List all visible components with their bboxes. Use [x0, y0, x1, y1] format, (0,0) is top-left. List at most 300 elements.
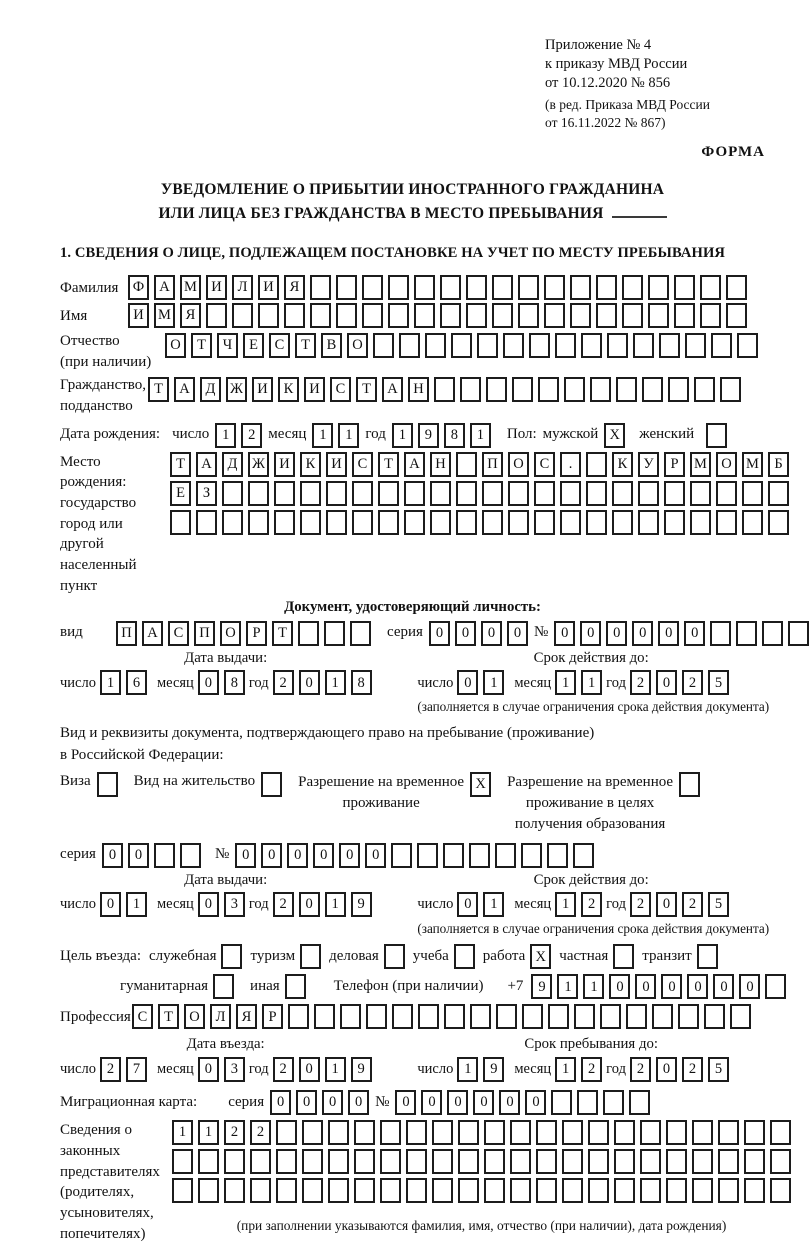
char-box[interactable]: Т — [148, 377, 169, 402]
char-box[interactable] — [440, 275, 461, 300]
char-box[interactable]: А — [196, 452, 217, 477]
char-box[interactable]: 0 — [198, 1057, 219, 1082]
char-box[interactable] — [692, 1149, 713, 1174]
char-box[interactable] — [350, 621, 371, 646]
char-box[interactable] — [486, 377, 507, 402]
char-box[interactable] — [674, 275, 695, 300]
char-box[interactable] — [224, 1178, 245, 1203]
char-box[interactable] — [425, 333, 446, 358]
char-box[interactable]: Т — [378, 452, 399, 477]
char-box[interactable] — [414, 303, 435, 328]
char-box[interactable]: Т — [158, 1004, 179, 1029]
char-box[interactable] — [765, 974, 786, 999]
char-box[interactable]: Л — [232, 275, 253, 300]
char-box[interactable]: О — [347, 333, 368, 358]
char-box[interactable]: 2 — [581, 1057, 602, 1082]
char-box[interactable]: 0 — [102, 843, 123, 868]
char-box[interactable] — [406, 1149, 427, 1174]
char-box[interactable] — [522, 1004, 543, 1029]
char-box[interactable]: 0 — [554, 621, 575, 646]
char-box[interactable] — [648, 303, 669, 328]
char-box[interactable] — [458, 1120, 479, 1145]
char-box[interactable] — [326, 481, 347, 506]
char-box[interactable] — [432, 1120, 453, 1145]
char-box[interactable]: 2 — [241, 423, 262, 448]
char-box[interactable]: Ж — [248, 452, 269, 477]
char-box[interactable]: 2 — [682, 1057, 703, 1082]
char-box[interactable]: Т — [356, 377, 377, 402]
char-box[interactable] — [692, 1120, 713, 1145]
char-box[interactable]: 0 — [429, 621, 450, 646]
char-box[interactable] — [762, 621, 783, 646]
char-box[interactable]: 0 — [632, 621, 653, 646]
char-box[interactable]: 1 — [457, 1057, 478, 1082]
char-box[interactable] — [258, 303, 279, 328]
char-box[interactable] — [588, 1149, 609, 1174]
char-box[interactable] — [384, 944, 405, 969]
char-box[interactable] — [198, 1149, 219, 1174]
char-box[interactable]: 1 — [392, 423, 413, 448]
char-box[interactable] — [300, 481, 321, 506]
char-box[interactable] — [300, 510, 321, 535]
char-box[interactable]: О — [165, 333, 186, 358]
char-box[interactable] — [492, 303, 513, 328]
char-box[interactable] — [626, 1004, 647, 1029]
char-box[interactable]: 0 — [261, 843, 282, 868]
char-box[interactable]: 1 — [215, 423, 236, 448]
char-box[interactable] — [612, 481, 633, 506]
char-box[interactable]: Р — [664, 452, 685, 477]
char-box[interactable] — [664, 510, 685, 535]
char-box[interactable]: О — [220, 621, 241, 646]
char-box[interactable]: 0 — [270, 1090, 291, 1115]
char-box[interactable]: 1 — [126, 892, 147, 917]
char-box[interactable] — [581, 333, 602, 358]
char-box[interactable] — [224, 1149, 245, 1174]
char-box[interactable] — [586, 510, 607, 535]
char-box[interactable] — [399, 333, 420, 358]
char-box[interactable]: 0 — [525, 1090, 546, 1115]
char-box[interactable] — [248, 510, 269, 535]
char-box[interactable] — [737, 333, 758, 358]
char-box[interactable] — [648, 275, 669, 300]
char-box[interactable]: 1 — [198, 1120, 219, 1145]
char-box[interactable] — [622, 275, 643, 300]
char-box[interactable] — [328, 1120, 349, 1145]
char-box[interactable] — [560, 510, 581, 535]
char-box[interactable]: 0 — [339, 843, 360, 868]
char-box[interactable]: 0 — [684, 621, 705, 646]
char-box[interactable]: 0 — [395, 1090, 416, 1115]
char-box[interactable] — [248, 481, 269, 506]
char-box[interactable]: 1 — [555, 670, 576, 695]
char-box[interactable]: А — [382, 377, 403, 402]
char-box[interactable] — [354, 1120, 375, 1145]
char-box[interactable] — [640, 1120, 661, 1145]
char-box[interactable]: А — [142, 621, 163, 646]
char-box[interactable]: М — [180, 275, 201, 300]
char-box[interactable]: А — [404, 452, 425, 477]
char-box[interactable] — [586, 481, 607, 506]
char-box[interactable] — [596, 275, 617, 300]
char-box[interactable] — [328, 1178, 349, 1203]
char-box[interactable] — [285, 974, 306, 999]
char-box[interactable]: 0 — [457, 892, 478, 917]
char-box[interactable] — [492, 275, 513, 300]
char-box[interactable] — [730, 1004, 751, 1029]
char-box[interactable] — [302, 1178, 323, 1203]
char-box[interactable]: 0 — [299, 1057, 320, 1082]
char-box[interactable] — [198, 1178, 219, 1203]
char-box[interactable] — [362, 275, 383, 300]
char-box[interactable] — [310, 275, 331, 300]
char-box[interactable]: 0 — [656, 892, 677, 917]
char-box[interactable] — [172, 1149, 193, 1174]
char-box[interactable]: Т — [295, 333, 316, 358]
char-box[interactable] — [726, 275, 747, 300]
char-box[interactable]: . — [560, 452, 581, 477]
char-box[interactable]: 0 — [457, 670, 478, 695]
char-box[interactable]: 2 — [630, 892, 651, 917]
char-box[interactable] — [536, 1178, 557, 1203]
char-box[interactable]: 9 — [418, 423, 439, 448]
char-box[interactable] — [250, 1178, 271, 1203]
char-box[interactable] — [622, 303, 643, 328]
char-box[interactable] — [456, 452, 477, 477]
char-box[interactable] — [600, 1004, 621, 1029]
char-box[interactable]: 0 — [235, 843, 256, 868]
char-box[interactable] — [562, 1178, 583, 1203]
char-box[interactable] — [744, 1149, 765, 1174]
char-box[interactable]: Т — [170, 452, 191, 477]
char-box[interactable] — [484, 1178, 505, 1203]
char-box[interactable]: 0 — [580, 621, 601, 646]
char-box[interactable] — [352, 510, 373, 535]
char-box[interactable]: 0 — [713, 974, 734, 999]
char-box[interactable] — [544, 303, 565, 328]
char-box[interactable] — [697, 944, 718, 969]
char-box[interactable]: 9 — [351, 892, 372, 917]
char-box[interactable]: С — [132, 1004, 153, 1029]
char-box[interactable] — [690, 510, 711, 535]
char-box[interactable]: 0 — [296, 1090, 317, 1115]
char-box[interactable]: А — [174, 377, 195, 402]
char-box[interactable] — [562, 1120, 583, 1145]
char-box[interactable] — [612, 510, 633, 535]
char-box[interactable]: 6 — [126, 670, 147, 695]
char-box[interactable] — [443, 843, 464, 868]
char-box[interactable]: И — [128, 303, 149, 328]
char-box[interactable]: 0 — [198, 892, 219, 917]
char-box[interactable] — [352, 481, 373, 506]
char-box[interactable] — [664, 481, 685, 506]
char-box[interactable] — [451, 333, 472, 358]
char-box[interactable] — [607, 333, 628, 358]
char-box[interactable] — [770, 1149, 791, 1174]
char-box[interactable] — [770, 1178, 791, 1203]
char-box[interactable] — [574, 1004, 595, 1029]
char-box[interactable]: 2 — [273, 670, 294, 695]
char-box[interactable] — [510, 1120, 531, 1145]
char-box[interactable] — [324, 621, 345, 646]
char-box[interactable] — [564, 377, 585, 402]
char-box[interactable]: 0 — [499, 1090, 520, 1115]
char-box[interactable] — [588, 1120, 609, 1145]
char-box[interactable] — [172, 1178, 193, 1203]
char-box[interactable] — [222, 481, 243, 506]
char-box[interactable]: Н — [408, 377, 429, 402]
char-box[interactable] — [310, 303, 331, 328]
char-box[interactable]: 8 — [444, 423, 465, 448]
char-box[interactable] — [633, 333, 654, 358]
char-box[interactable]: 1 — [338, 423, 359, 448]
char-box[interactable]: 0 — [656, 1057, 677, 1082]
char-box[interactable] — [97, 772, 118, 797]
char-box[interactable] — [560, 481, 581, 506]
char-box[interactable] — [640, 1149, 661, 1174]
char-box[interactable] — [510, 1149, 531, 1174]
char-box[interactable] — [529, 333, 550, 358]
char-box[interactable] — [685, 333, 706, 358]
char-box[interactable] — [362, 303, 383, 328]
char-box[interactable]: Е — [243, 333, 264, 358]
char-box[interactable] — [314, 1004, 335, 1029]
char-box[interactable]: У — [638, 452, 659, 477]
char-box[interactable]: 2 — [273, 1057, 294, 1082]
char-box[interactable] — [276, 1149, 297, 1174]
char-box[interactable]: О — [716, 452, 737, 477]
char-box[interactable] — [666, 1178, 687, 1203]
char-box[interactable] — [276, 1178, 297, 1203]
char-box[interactable] — [288, 1004, 309, 1029]
char-box[interactable]: О — [184, 1004, 205, 1029]
char-box[interactable]: 1 — [172, 1120, 193, 1145]
char-box[interactable] — [496, 1004, 517, 1029]
char-box[interactable] — [538, 377, 559, 402]
char-box[interactable]: А — [154, 275, 175, 300]
char-box[interactable]: 2 — [630, 670, 651, 695]
char-box[interactable] — [570, 275, 591, 300]
char-box[interactable] — [454, 944, 475, 969]
char-box[interactable]: К — [300, 452, 321, 477]
char-box[interactable] — [690, 481, 711, 506]
char-box[interactable] — [170, 510, 191, 535]
char-box[interactable] — [378, 481, 399, 506]
char-box[interactable] — [536, 1120, 557, 1145]
char-box[interactable] — [380, 1120, 401, 1145]
char-box[interactable] — [614, 1178, 635, 1203]
char-box[interactable]: 0 — [313, 843, 334, 868]
char-box[interactable] — [460, 377, 481, 402]
char-box[interactable] — [642, 377, 663, 402]
char-box[interactable] — [469, 843, 490, 868]
char-box[interactable] — [495, 843, 516, 868]
char-box[interactable] — [668, 377, 689, 402]
char-box[interactable] — [718, 1120, 739, 1145]
char-box[interactable] — [274, 481, 295, 506]
char-box[interactable] — [704, 1004, 725, 1029]
char-box[interactable] — [666, 1149, 687, 1174]
char-box[interactable]: Л — [210, 1004, 231, 1029]
char-box[interactable] — [666, 1120, 687, 1145]
char-box[interactable] — [521, 843, 542, 868]
char-box[interactable]: Е — [170, 481, 191, 506]
char-box[interactable] — [768, 481, 789, 506]
char-box[interactable]: 0 — [287, 843, 308, 868]
char-box[interactable]: Ч — [217, 333, 238, 358]
char-box[interactable]: 0 — [739, 974, 760, 999]
char-box[interactable] — [458, 1149, 479, 1174]
char-box[interactable]: 2 — [273, 892, 294, 917]
char-box[interactable] — [679, 772, 700, 797]
char-box[interactable] — [284, 303, 305, 328]
char-box[interactable]: 2 — [250, 1120, 271, 1145]
char-box[interactable]: 0 — [365, 843, 386, 868]
char-box[interactable]: И — [274, 452, 295, 477]
char-box[interactable]: 0 — [687, 974, 708, 999]
char-box[interactable] — [432, 1178, 453, 1203]
char-box[interactable] — [596, 303, 617, 328]
char-box[interactable]: 0 — [455, 621, 476, 646]
char-box[interactable] — [562, 1149, 583, 1174]
char-box[interactable]: 0 — [198, 670, 219, 695]
char-box[interactable] — [391, 843, 412, 868]
char-box[interactable]: О — [508, 452, 529, 477]
char-box[interactable]: 0 — [635, 974, 656, 999]
char-box[interactable] — [534, 510, 555, 535]
char-box[interactable] — [196, 510, 217, 535]
char-box[interactable]: 2 — [682, 670, 703, 695]
char-box[interactable]: В — [321, 333, 342, 358]
char-box[interactable] — [484, 1120, 505, 1145]
char-box[interactable]: 0 — [421, 1090, 442, 1115]
char-box[interactable] — [222, 510, 243, 535]
char-box[interactable] — [742, 510, 763, 535]
char-box[interactable]: 1 — [557, 974, 578, 999]
char-box[interactable] — [674, 303, 695, 328]
char-box[interactable] — [336, 303, 357, 328]
char-box[interactable] — [444, 1004, 465, 1029]
char-box[interactable]: 3 — [224, 892, 245, 917]
char-box[interactable]: Я — [284, 275, 305, 300]
char-box[interactable] — [232, 303, 253, 328]
char-box[interactable] — [736, 621, 757, 646]
char-box[interactable] — [430, 510, 451, 535]
char-box[interactable]: 0 — [606, 621, 627, 646]
char-box[interactable]: 2 — [682, 892, 703, 917]
char-box[interactable] — [302, 1149, 323, 1174]
char-box[interactable] — [638, 481, 659, 506]
char-box[interactable]: 5 — [708, 670, 729, 695]
char-box[interactable]: С — [352, 452, 373, 477]
char-box[interactable]: 1 — [312, 423, 333, 448]
char-box[interactable] — [154, 843, 175, 868]
char-box[interactable] — [221, 944, 242, 969]
char-box[interactable] — [508, 481, 529, 506]
char-box[interactable]: 1 — [483, 670, 504, 695]
char-box[interactable] — [404, 481, 425, 506]
char-box[interactable]: 8 — [351, 670, 372, 695]
char-box[interactable]: 0 — [348, 1090, 369, 1115]
char-box[interactable]: М — [690, 452, 711, 477]
char-box[interactable] — [726, 303, 747, 328]
char-box[interactable] — [788, 621, 809, 646]
char-box[interactable]: 1 — [483, 892, 504, 917]
char-box[interactable] — [547, 843, 568, 868]
char-box[interactable] — [555, 333, 576, 358]
char-box[interactable]: И — [304, 377, 325, 402]
char-box[interactable]: Р — [262, 1004, 283, 1029]
char-box[interactable]: И — [206, 275, 227, 300]
char-box[interactable]: X — [604, 423, 625, 448]
char-box[interactable] — [432, 1149, 453, 1174]
char-box[interactable]: 1 — [555, 1057, 576, 1082]
char-box[interactable]: 0 — [609, 974, 630, 999]
char-box[interactable] — [508, 510, 529, 535]
char-box[interactable] — [336, 275, 357, 300]
char-box[interactable]: 1 — [100, 670, 121, 695]
char-box[interactable]: 0 — [322, 1090, 343, 1115]
char-box[interactable] — [700, 275, 721, 300]
char-box[interactable]: Д — [222, 452, 243, 477]
char-box[interactable] — [298, 621, 319, 646]
char-box[interactable]: 2 — [581, 892, 602, 917]
char-box[interactable] — [548, 1004, 569, 1029]
char-box[interactable] — [434, 377, 455, 402]
char-box[interactable] — [354, 1178, 375, 1203]
char-box[interactable] — [366, 1004, 387, 1029]
char-box[interactable] — [340, 1004, 361, 1029]
char-box[interactable] — [613, 944, 634, 969]
char-box[interactable] — [206, 303, 227, 328]
char-box[interactable] — [536, 1149, 557, 1174]
char-box[interactable] — [302, 1120, 323, 1145]
char-box[interactable] — [629, 1090, 650, 1115]
char-box[interactable]: 0 — [661, 974, 682, 999]
char-box[interactable] — [586, 452, 607, 477]
char-box[interactable] — [213, 974, 234, 999]
char-box[interactable]: 2 — [224, 1120, 245, 1145]
char-box[interactable] — [484, 1149, 505, 1174]
char-box[interactable]: 5 — [708, 892, 729, 917]
char-box[interactable]: 2 — [630, 1057, 651, 1082]
char-box[interactable]: М — [154, 303, 175, 328]
char-box[interactable]: И — [258, 275, 279, 300]
char-box[interactable]: И — [252, 377, 273, 402]
char-box[interactable] — [388, 275, 409, 300]
char-box[interactable]: К — [278, 377, 299, 402]
char-box[interactable] — [720, 377, 741, 402]
char-box[interactable]: 8 — [224, 670, 245, 695]
char-box[interactable] — [518, 303, 539, 328]
char-box[interactable]: 0 — [481, 621, 502, 646]
char-box[interactable]: Д — [200, 377, 221, 402]
char-box[interactable] — [378, 510, 399, 535]
char-box[interactable]: 0 — [658, 621, 679, 646]
char-box[interactable] — [503, 333, 524, 358]
char-box[interactable] — [380, 1178, 401, 1203]
char-box[interactable]: 0 — [299, 670, 320, 695]
char-box[interactable]: 0 — [299, 892, 320, 917]
char-box[interactable]: С — [168, 621, 189, 646]
char-box[interactable]: 1 — [583, 974, 604, 999]
char-box[interactable]: С — [269, 333, 290, 358]
char-box[interactable] — [510, 1178, 531, 1203]
char-box[interactable] — [373, 333, 394, 358]
char-box[interactable] — [744, 1120, 765, 1145]
char-box[interactable]: К — [612, 452, 633, 477]
char-box[interactable]: 1 — [325, 892, 346, 917]
